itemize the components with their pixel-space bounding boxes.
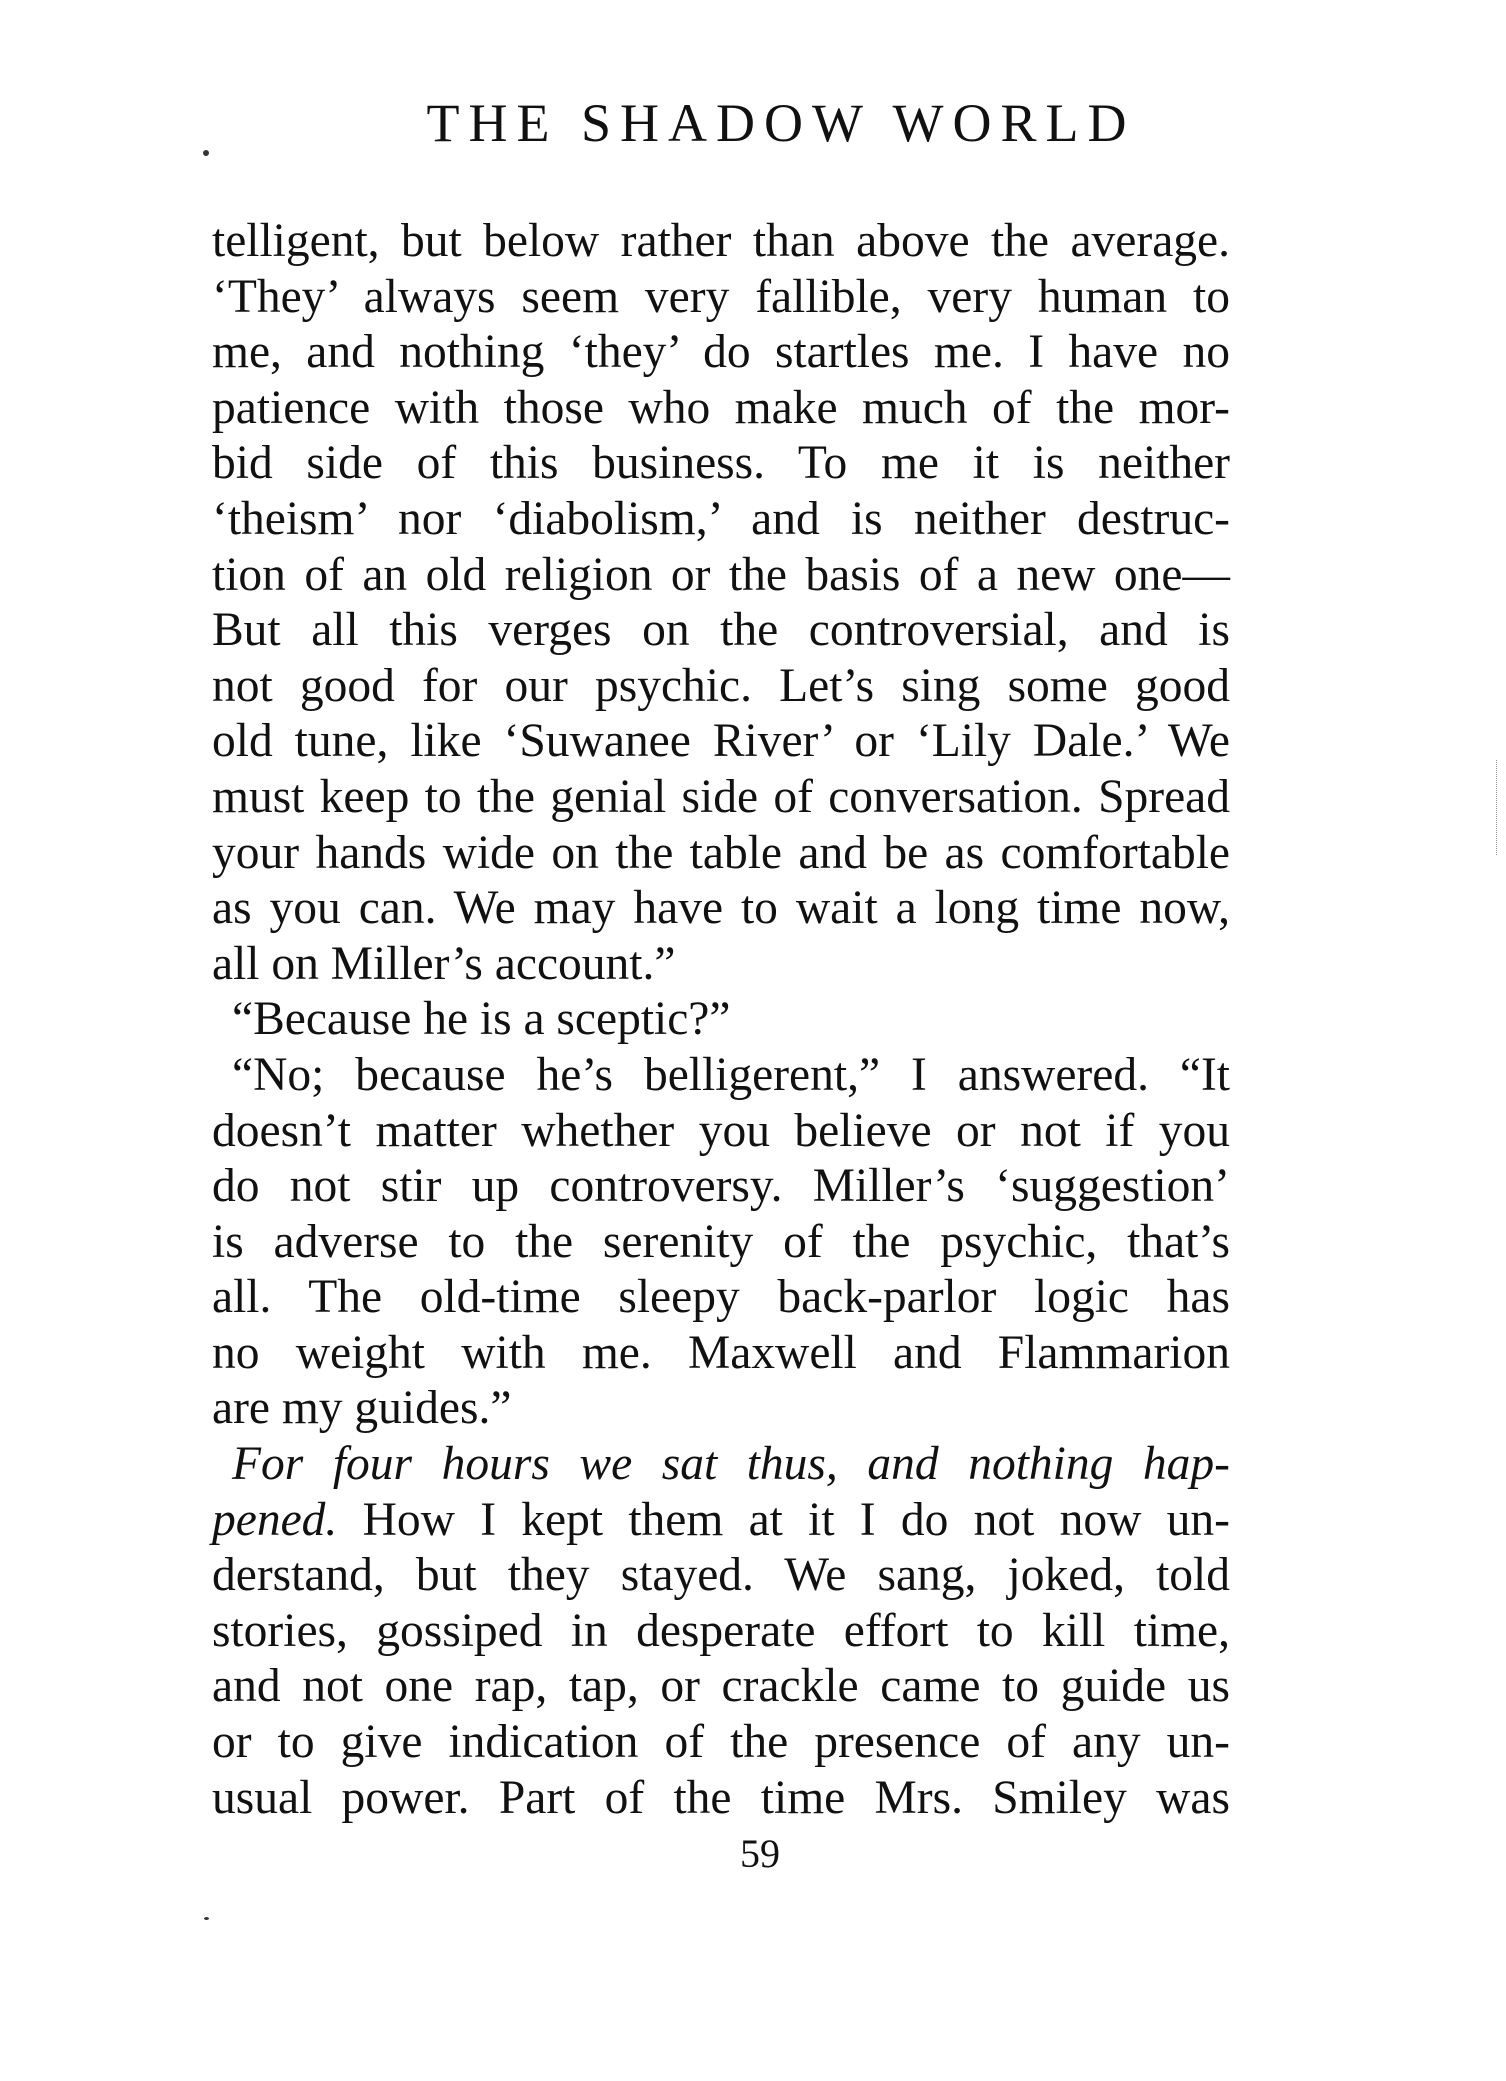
scan-speck bbox=[204, 1917, 209, 1920]
text-line: me, and nothing ‘they’ do startles me. I have no bbox=[212, 326, 1230, 379]
text-line: bid side of this business. To me it is neither bbox=[212, 437, 1230, 490]
text-line: all on Miller’s account.” bbox=[212, 937, 676, 990]
text-line: as you can. We may have to wait a long time now, bbox=[212, 882, 1230, 935]
text-line: is adverse to the serenity of the psychic, that’s bbox=[212, 1215, 1230, 1268]
text-line: “Because he is a sceptic?” bbox=[232, 993, 731, 1046]
body-text bbox=[212, 214, 1230, 1826]
text-run: How I kept them at it I do not now un- bbox=[337, 1493, 1230, 1546]
text-line bbox=[212, 1493, 1230, 1549]
text-line: your hands wide on the table and be as comfortable bbox=[212, 826, 1230, 879]
text-line: tion of an old religion or the basis of a new one— bbox=[212, 548, 1230, 601]
page-number: 59 bbox=[740, 1831, 780, 1876]
text-line: usual power. Part of the time Mrs. Smiley was bbox=[212, 1771, 1230, 1824]
text-line: ‘theism’ nor ‘diabolism,’ and is neither destruc- bbox=[212, 492, 1230, 545]
text-line: doesn’t matter whether you believe or not if you bbox=[212, 1104, 1230, 1157]
text-line: are my guides.” bbox=[212, 1382, 512, 1435]
text-line: or to give indication of the presence of any un- bbox=[212, 1716, 1230, 1769]
running-head: THE SHADOW WORLD bbox=[426, 93, 1136, 153]
text-line: not good for our psychic. Let’s sing some good bbox=[212, 659, 1230, 712]
text-line: patience with those who make much of the mor- bbox=[212, 381, 1230, 434]
text-line: But all this verges on the controversial, and is bbox=[212, 604, 1230, 657]
text-line: telligent, but below rather than above the average. bbox=[212, 215, 1230, 267]
text-line: derstand, but they stayed. We sang, joked, told bbox=[212, 1549, 1230, 1602]
scan-margin-mark bbox=[1496, 760, 1498, 855]
text-line: and not one rap, tap, or crackle came to guide us bbox=[212, 1660, 1230, 1713]
text-line: For four hours we sat thus, and nothing hap- bbox=[232, 1438, 1230, 1491]
text-line: must keep to the genial side of conversation. Spread bbox=[212, 770, 1230, 823]
scan-speck bbox=[203, 150, 209, 156]
text-line: no weight with me. Maxwell and Flammarion bbox=[212, 1326, 1230, 1379]
text-line: stories, gossiped in desperate effort to kill time, bbox=[212, 1604, 1230, 1657]
text-line: all. The old-time sleepy back-parlor logic has bbox=[212, 1271, 1230, 1324]
text-line: ‘They’ always seem very fallible, very human to bbox=[212, 270, 1230, 323]
text-line: old tune, like ‘Suwanee River’ or ‘Lily Dale.’ We bbox=[212, 715, 1230, 768]
text-line: do not stir up controversy. Miller’s ‘suggestion’ bbox=[212, 1160, 1230, 1213]
italic-run: pened. bbox=[212, 1493, 338, 1546]
text-line: “No; because he’s belligerent,” I answered. “It bbox=[232, 1048, 1230, 1101]
